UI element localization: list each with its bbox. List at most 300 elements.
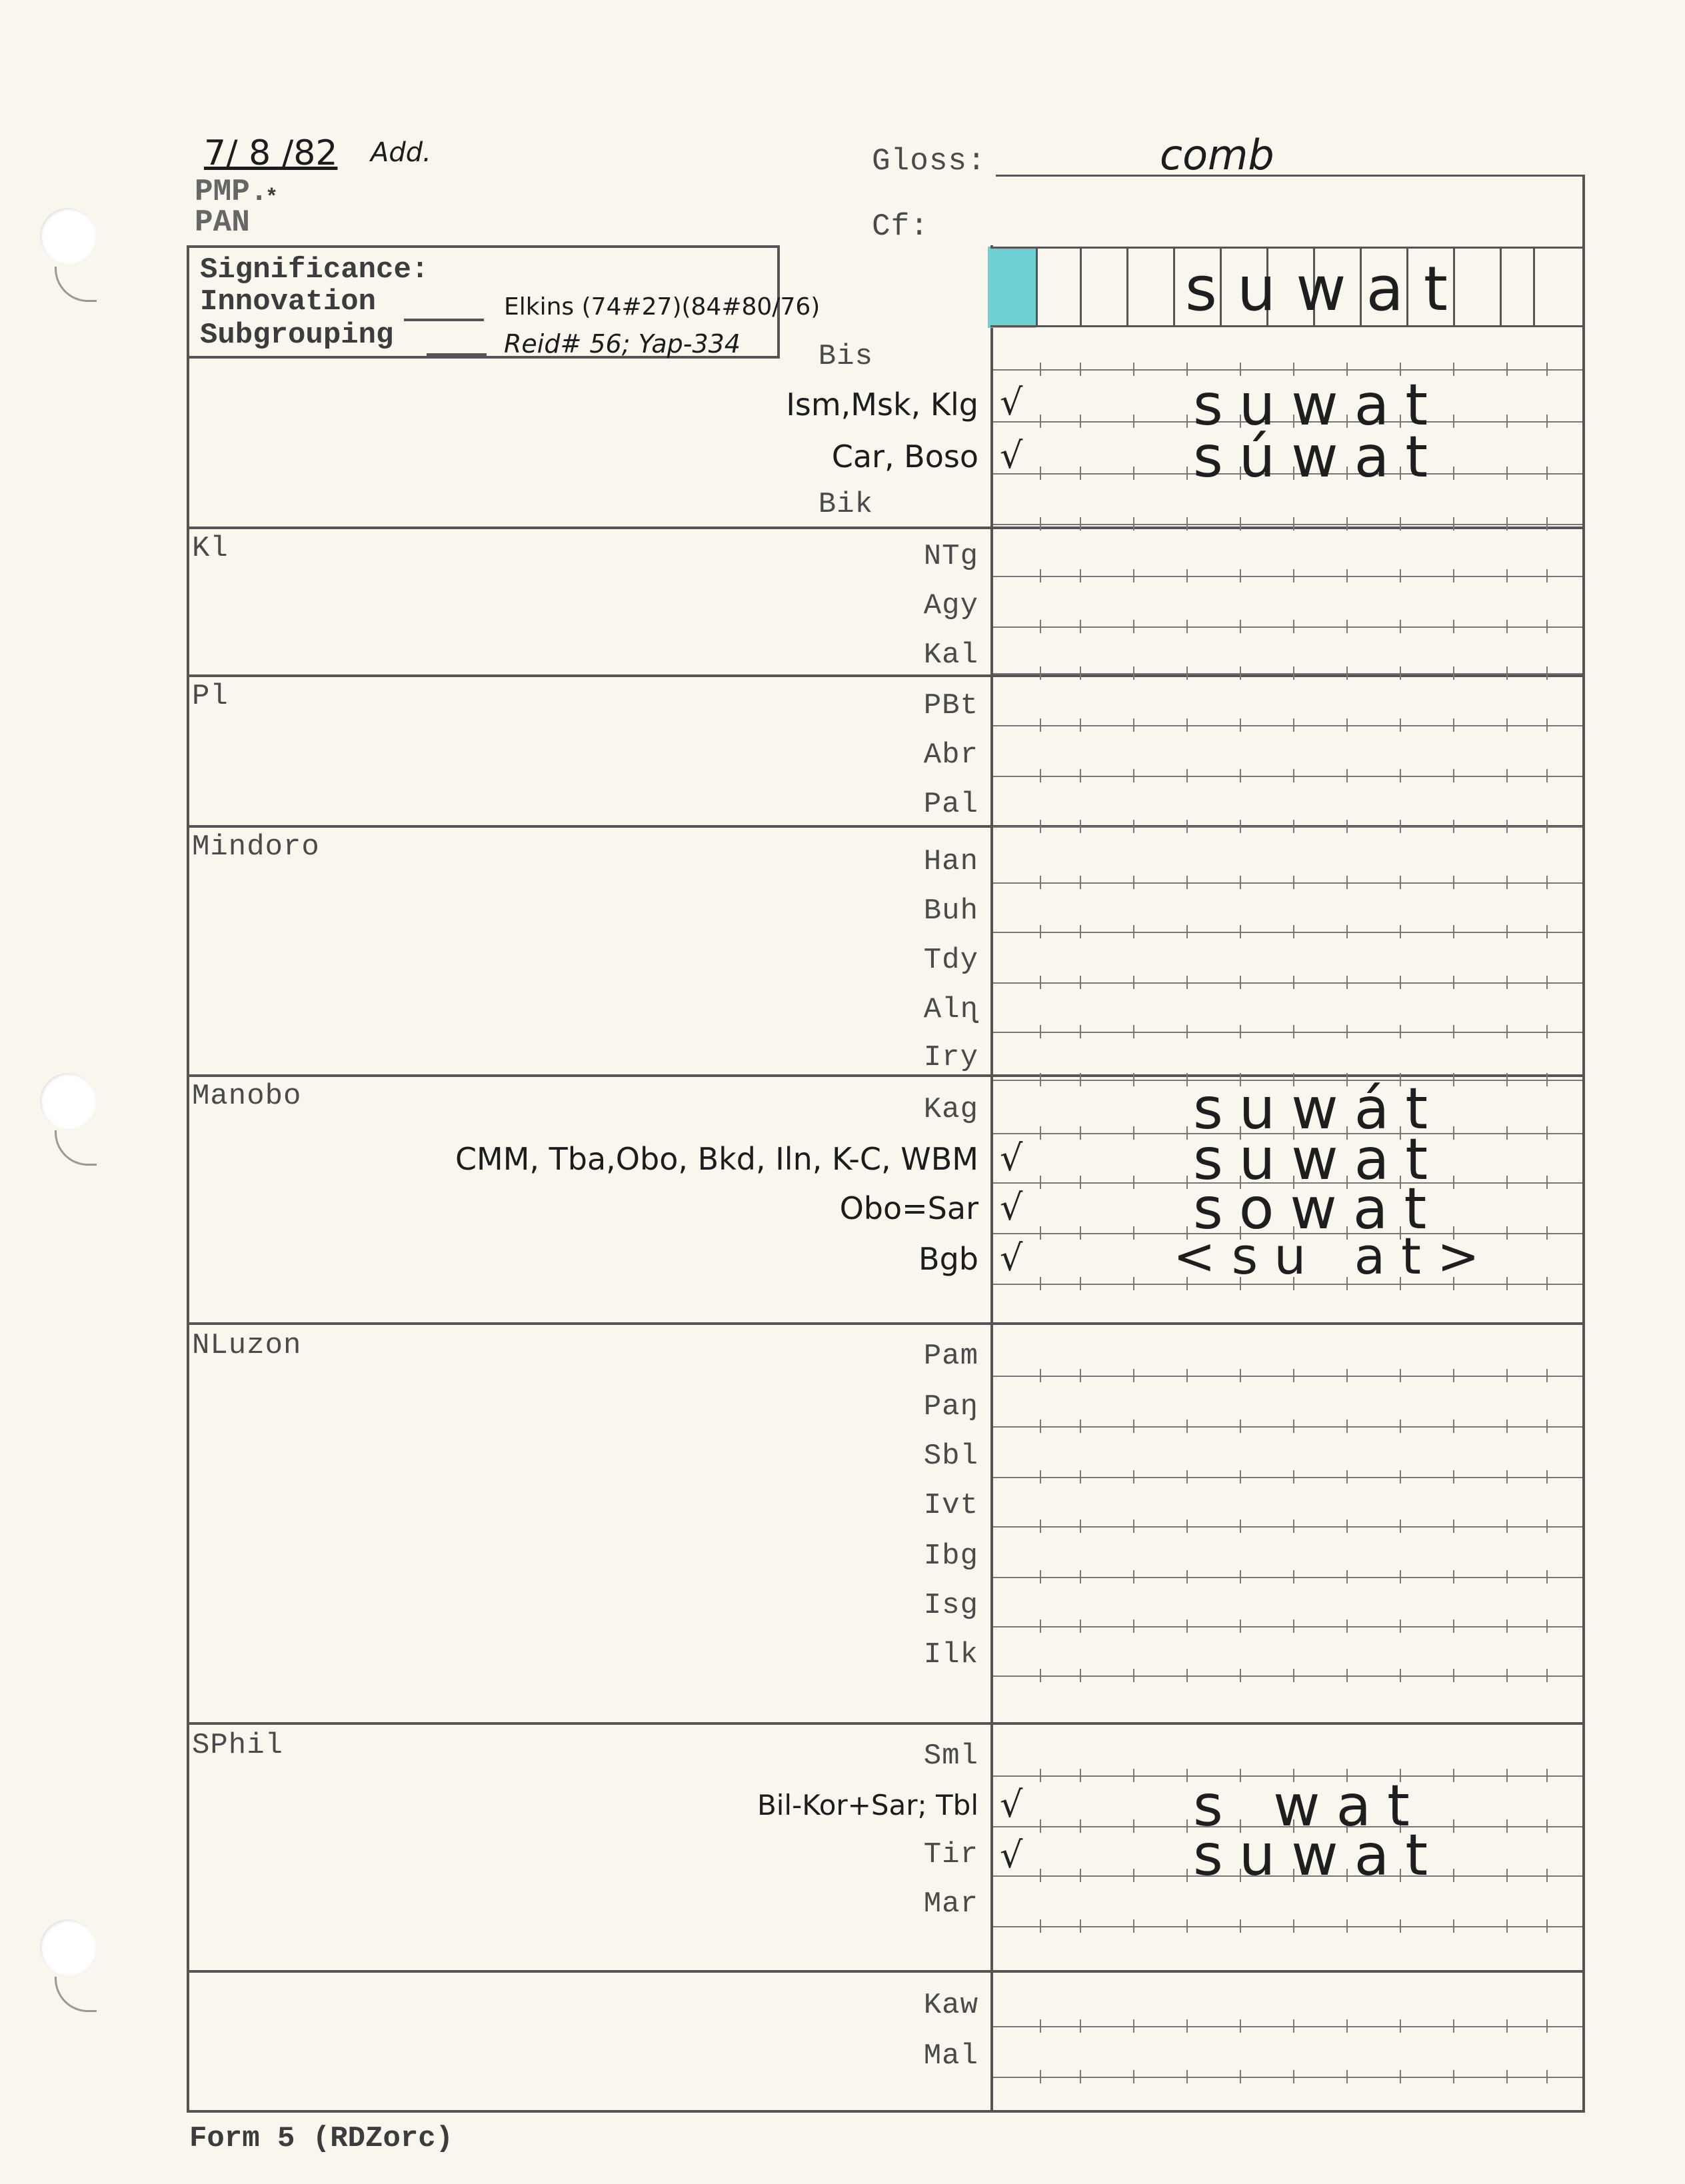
code-car-boso: Car, Boso (831, 439, 978, 475)
row-tick (1133, 925, 1134, 938)
section-label-pl: Pl (192, 680, 229, 713)
row-tick (1040, 1769, 1041, 1782)
row-tick (1133, 1025, 1134, 1038)
strip-cell-divider (1500, 247, 1502, 327)
code-pal: Pal (923, 788, 978, 821)
row-tick (1293, 1025, 1294, 1038)
row-tick (1400, 620, 1401, 633)
row-tick (1186, 1520, 1188, 1533)
row-tick (1186, 1369, 1188, 1382)
row-tick (1346, 1570, 1348, 1584)
pmp-label: PMP. (195, 175, 269, 209)
row-tick (1186, 1869, 1188, 1882)
row-tick (1133, 2070, 1134, 2083)
row-tick (1186, 666, 1188, 680)
divider-kl (187, 674, 1585, 677)
row-tick (1453, 976, 1454, 989)
row-tick (1400, 769, 1401, 782)
row-tick (1400, 1919, 1401, 1933)
row-tick (1346, 1669, 1348, 1682)
row-tick (1546, 1769, 1548, 1782)
row-rule (993, 1376, 1582, 1377)
code-bik: Bik (818, 488, 873, 521)
row-tick (1040, 925, 1041, 938)
row-tick (1453, 569, 1454, 582)
row-tick (1240, 2070, 1241, 2083)
code-han: Han (923, 845, 978, 878)
form-footer: Form 5 (RDZorc) (189, 2122, 454, 2155)
pan-label: PAN (195, 205, 250, 240)
row-tick (1453, 925, 1454, 938)
check-tbl: √ (1000, 1783, 1023, 1825)
row-tick (1133, 1420, 1134, 1433)
row-tick (1346, 666, 1348, 680)
row-tick (1080, 467, 1081, 480)
row-tick (1133, 1620, 1134, 1633)
row-tick (1186, 517, 1188, 531)
row-tick (1546, 1277, 1548, 1290)
row-rule (993, 882, 1582, 884)
row-tick (1133, 769, 1134, 782)
row-tick (1040, 666, 1041, 680)
row-tick (1506, 1669, 1508, 1682)
row-tick (1546, 666, 1548, 680)
row-tick (1506, 820, 1508, 833)
row-tick (1133, 467, 1134, 480)
row-tick (1293, 1570, 1294, 1584)
code-abr: Abr (923, 738, 978, 772)
row-tick (1453, 1919, 1454, 1933)
row-tick (1186, 1570, 1188, 1584)
check-car: √ (1000, 435, 1023, 477)
row-tick (1080, 820, 1081, 833)
row-rule (993, 524, 1582, 525)
row-tick (1040, 517, 1041, 531)
row-tick (1506, 1226, 1508, 1240)
row-rule (993, 1626, 1582, 1628)
row-tick (1186, 1769, 1188, 1782)
row-tick (1080, 1025, 1081, 1038)
row-tick (1346, 976, 1348, 989)
row-tick (1040, 1819, 1041, 1833)
row-tick (1133, 820, 1134, 833)
row-tick (1293, 666, 1294, 680)
section-label-kl: Kl (192, 532, 229, 565)
code-kal: Kal (923, 638, 978, 672)
row-tick (1240, 1369, 1241, 1382)
row-tick (1240, 925, 1241, 938)
row-tick (1506, 1369, 1508, 1382)
row-tick (1186, 1176, 1188, 1189)
row-tick (1453, 820, 1454, 833)
row-tick (1133, 1226, 1134, 1240)
row-tick (1186, 820, 1188, 833)
row-tick (1293, 620, 1294, 633)
row-tick (1080, 925, 1081, 938)
row-tick (1546, 1369, 1548, 1382)
row-tick (1453, 1570, 1454, 1584)
code-tir: Tir (923, 1838, 978, 1871)
row-tick (1346, 876, 1348, 889)
row-tick (1453, 718, 1454, 732)
strip-cell-divider (1080, 247, 1082, 327)
subgrouping-note: Reid# 56; Yap-334 (504, 329, 741, 359)
row-tick (1080, 517, 1081, 531)
row-tick (1080, 718, 1081, 732)
row-tick (1453, 1520, 1454, 1533)
row-rule (993, 982, 1582, 984)
code-buh: Buh (923, 894, 978, 928)
row-tick (1546, 1073, 1548, 1086)
code-iry: Iry (923, 1041, 978, 1074)
row-tick (1040, 876, 1041, 889)
row-tick (1186, 467, 1188, 480)
row-tick (1080, 620, 1081, 633)
row-rule (993, 576, 1582, 577)
row-tick (1546, 718, 1548, 732)
code-obo-sar: Obo=Sar (839, 1190, 978, 1226)
row-tick (1186, 620, 1188, 633)
innovation-label: Innovation (200, 285, 377, 319)
strip-cell-divider (1533, 247, 1535, 327)
row-tick (1040, 1025, 1041, 1038)
date-stamp: 7/ 8 /82 (204, 133, 338, 173)
row-tick (1040, 1570, 1041, 1584)
row-tick (1400, 1369, 1401, 1382)
row-tick (1453, 363, 1454, 376)
check-wbm: √ (1000, 1137, 1023, 1179)
row-tick (1506, 1025, 1508, 1038)
row-tick (1133, 2019, 1134, 2033)
row-tick (1186, 925, 1188, 938)
frame-divider (990, 245, 993, 2111)
row-tick (1506, 1819, 1508, 1833)
row-tick (1453, 2070, 1454, 2083)
row-tick (1546, 1470, 1548, 1484)
check-ism: √ (1000, 381, 1023, 423)
row-tick (1080, 1769, 1081, 1782)
row-tick (1546, 1819, 1548, 1833)
row-tick (1240, 517, 1241, 531)
row-tick (1040, 1176, 1041, 1189)
row-tick (1080, 1369, 1081, 1382)
row-tick (1080, 1176, 1081, 1189)
row-tick (1080, 1620, 1081, 1633)
row-tick (1506, 1769, 1508, 1782)
row-tick (1400, 2019, 1401, 2033)
row-tick (1080, 363, 1081, 376)
row-tick (1080, 976, 1081, 989)
code-pang: Paŋ (923, 1390, 978, 1424)
row-tick (1546, 2070, 1548, 2083)
row-tick (1293, 769, 1294, 782)
row-tick (1293, 876, 1294, 889)
code-bgb: Bgb (918, 1241, 978, 1277)
row-tick (1546, 820, 1548, 833)
row-tick (1546, 1025, 1548, 1038)
code-mar: Mar (923, 1887, 978, 1921)
row-tick (1240, 1620, 1241, 1633)
row-tick (1400, 2070, 1401, 2083)
row-tick (1453, 1620, 1454, 1633)
strip-cell-divider (1036, 247, 1038, 327)
row-tick (1040, 2070, 1041, 2083)
row-tick (1546, 1919, 1548, 1933)
row-tick (1133, 363, 1134, 376)
code-sbl: Sbl (923, 1440, 978, 1473)
code-ibg: Ibg (923, 1540, 978, 1573)
row-tick (1400, 1420, 1401, 1433)
row-tick (1240, 1919, 1241, 1933)
row-tick (1506, 718, 1508, 732)
row-tick (1346, 620, 1348, 633)
divider-bis (187, 527, 1585, 529)
row-tick (1040, 620, 1041, 633)
row-rule (993, 2026, 1582, 2027)
row-tick (1040, 1126, 1041, 1140)
check-tir: √ (1000, 1834, 1023, 1876)
cf-label: Cf: (872, 209, 929, 244)
row-tick (1453, 467, 1454, 480)
row-tick (1546, 1520, 1548, 1533)
row-rule (993, 1477, 1582, 1478)
code-kaw: Kaw (923, 1989, 978, 2022)
row-tick (1186, 1620, 1188, 1633)
row-tick (1506, 1073, 1508, 1086)
row-tick (1080, 415, 1081, 428)
row-tick (1186, 569, 1188, 582)
row-tick (1080, 1073, 1081, 1086)
row-tick (1040, 415, 1041, 428)
code-ism-msk-klg: Ism,Msk, Klg (786, 387, 978, 423)
row-tick (1546, 1420, 1548, 1433)
code-ilk: Ilk (923, 1638, 978, 1671)
row-tick (1040, 1470, 1041, 1484)
row-tick (1546, 1226, 1548, 1240)
row-tick (1506, 1420, 1508, 1433)
row-tick (1040, 1620, 1041, 1633)
row-tick (1240, 1520, 1241, 1533)
gloss-label: Gloss: (872, 144, 986, 179)
row-tick (1133, 1073, 1134, 1086)
row-tick (1400, 1669, 1401, 1682)
row-tick (1293, 2019, 1294, 2033)
row-tick (1186, 1025, 1188, 1038)
row-tick (1506, 467, 1508, 480)
row-tick (1506, 925, 1508, 938)
row-tick (1506, 517, 1508, 531)
section-label-mindoro: Mindoro (192, 830, 320, 864)
row-tick (1186, 1470, 1188, 1484)
form-wbm: suwat (1193, 1126, 1444, 1193)
row-rule (993, 369, 1582, 371)
row-tick (1546, 569, 1548, 582)
innovation-note: Elkins (74#27)(84#80/76) (504, 293, 821, 321)
row-tick (1506, 1126, 1508, 1140)
row-tick (1293, 925, 1294, 938)
row-rule (993, 1577, 1582, 1578)
binder-hole-top (40, 208, 96, 264)
row-tick (1240, 718, 1241, 732)
row-tick (1506, 1620, 1508, 1633)
row-tick (1400, 1470, 1401, 1484)
date-note: Add. (371, 137, 431, 168)
row-tick (1133, 876, 1134, 889)
row-tick (1186, 1819, 1188, 1833)
row-tick (1453, 876, 1454, 889)
row-tick (1546, 769, 1548, 782)
row-tick (1293, 820, 1294, 833)
row-tick (1080, 569, 1081, 582)
row-tick (1453, 1025, 1454, 1038)
row-tick (1186, 2070, 1188, 2083)
check-obo-sar: √ (1000, 1186, 1023, 1228)
row-rule (993, 1032, 1582, 1033)
row-tick (1453, 2019, 1454, 2033)
row-tick (1240, 620, 1241, 633)
row-tick (1453, 1869, 1454, 1882)
row-tick (1080, 2070, 1081, 2083)
row-tick (1240, 569, 1241, 582)
row-tick (1293, 1669, 1294, 1682)
innovation-line (404, 319, 484, 321)
row-tick (1506, 876, 1508, 889)
row-tick (1400, 820, 1401, 833)
row-tick (1240, 2019, 1241, 2033)
row-tick (1240, 976, 1241, 989)
row-tick (1506, 569, 1508, 582)
row-tick (1133, 1919, 1134, 1933)
row-tick (1346, 2019, 1348, 2033)
row-tick (1186, 415, 1188, 428)
row-tick (1040, 569, 1041, 582)
code-ntg: NTg (923, 540, 978, 573)
section-label-manobo: Manobo (192, 1080, 302, 1113)
row-tick (1506, 1277, 1508, 1290)
row-tick (1346, 718, 1348, 732)
row-tick (1040, 820, 1041, 833)
row-tick (1346, 1470, 1348, 1484)
code-agy: Agy (923, 589, 978, 622)
row-rule (993, 776, 1582, 777)
row-tick (1040, 363, 1041, 376)
row-tick (1506, 666, 1508, 680)
row-tick (1453, 1769, 1454, 1782)
row-tick (1240, 1570, 1241, 1584)
row-tick (1080, 1819, 1081, 1833)
row-tick (1240, 876, 1241, 889)
binder-hole-bottom (40, 1919, 96, 1975)
row-tick (1293, 1520, 1294, 1533)
row-tick (1133, 1470, 1134, 1484)
row-tick (1400, 666, 1401, 680)
row-tick (1133, 1520, 1134, 1533)
row-tick (1293, 569, 1294, 582)
row-tick (1506, 1470, 1508, 1484)
row-tick (1506, 1176, 1508, 1189)
code-kag: Kag (923, 1093, 978, 1126)
row-tick (1546, 415, 1548, 428)
row-tick (1346, 769, 1348, 782)
row-tick (1506, 2070, 1508, 2083)
row-tick (1453, 517, 1454, 531)
row-tick (1453, 666, 1454, 680)
strip-cell-divider (1173, 247, 1175, 327)
row-tick (1186, 363, 1188, 376)
row-tick (1453, 1819, 1454, 1833)
row-tick (1346, 820, 1348, 833)
row-tick (1293, 1919, 1294, 1933)
strip-cell-divider (1126, 247, 1128, 327)
code-cmm-wbm: CMM, Tba,Obo, Bkd, Iln, K-C, WBM (455, 1141, 978, 1177)
row-tick (1186, 1073, 1188, 1086)
check-bgb: √ (1000, 1237, 1023, 1279)
binder-hole-shadow-top (55, 267, 97, 302)
row-tick (1293, 2070, 1294, 2083)
row-tick (1240, 1025, 1241, 1038)
row-tick (1080, 1520, 1081, 1533)
row-tick (1133, 569, 1134, 582)
code-bis: Bis (818, 340, 873, 373)
row-tick (1040, 1669, 1041, 1682)
row-rule (993, 1526, 1582, 1528)
row-tick (1346, 1369, 1348, 1382)
row-tick (1400, 1025, 1401, 1038)
row-tick (1040, 769, 1041, 782)
row-tick (1453, 1420, 1454, 1433)
row-tick (1506, 769, 1508, 782)
row-tick (1133, 415, 1134, 428)
row-tick (1080, 1669, 1081, 1682)
pmp-star: * (265, 185, 279, 210)
form-ism: suwat (1193, 372, 1444, 439)
row-tick (1400, 1570, 1401, 1584)
row-tick (1080, 1470, 1081, 1484)
divider-sphil (187, 1970, 1585, 1973)
row-tick (1186, 976, 1188, 989)
row-tick (1133, 1277, 1134, 1290)
code-bil-kor-tbl: Bil-Kor+Sar; Tbl (757, 1789, 978, 1821)
row-tick (1240, 1420, 1241, 1433)
row-tick (1506, 976, 1508, 989)
row-tick (1546, 517, 1548, 531)
row-tick (1453, 1176, 1454, 1189)
row-tick (1133, 1669, 1134, 1682)
row-tick (1133, 1570, 1134, 1584)
row-tick (1133, 620, 1134, 633)
row-tick (1453, 1369, 1454, 1382)
row-tick (1186, 769, 1188, 782)
row-tick (1080, 666, 1081, 680)
row-tick (1346, 925, 1348, 938)
binder-hole-shadow-middle (55, 1130, 97, 1166)
row-tick (1400, 718, 1401, 732)
row-tick (1293, 976, 1294, 989)
row-rule (993, 1926, 1582, 1927)
frame-bottom (187, 2110, 1585, 2113)
highlight-swatch (988, 247, 1036, 328)
row-tick (1546, 363, 1548, 376)
row-tick (1040, 2019, 1041, 2033)
row-tick (1040, 976, 1041, 989)
subgrouping-line (427, 353, 487, 356)
row-tick (1040, 718, 1041, 732)
row-tick (1400, 517, 1401, 531)
row-tick (1293, 718, 1294, 732)
code-pbt: PBt (923, 689, 978, 722)
row-tick (1186, 2019, 1188, 2033)
row-tick (1133, 1176, 1134, 1189)
